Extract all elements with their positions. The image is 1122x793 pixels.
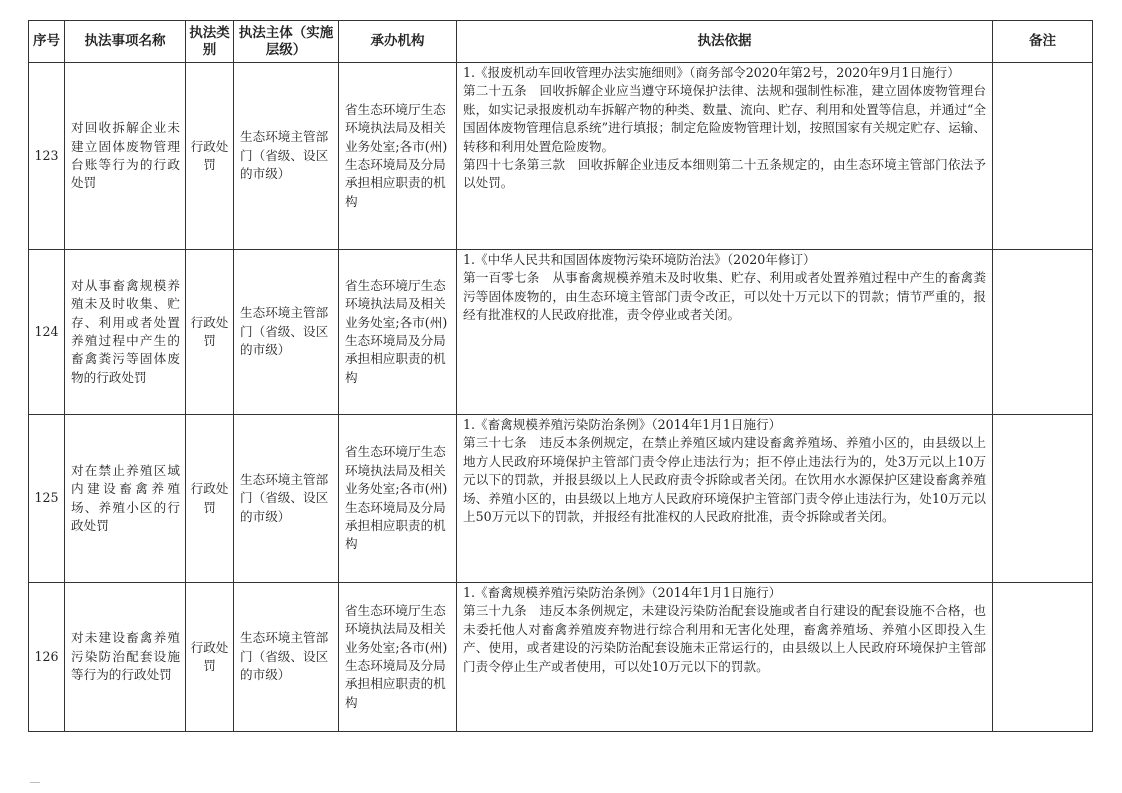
row-note [993, 63, 1093, 250]
basis-paragraph: 1.《畜禽规模养殖污染防治条例》（2014年1月1日施行） [463, 585, 782, 600]
table-row [29, 415, 1093, 583]
basis-paragraph: 第一百零七条 从事畜禽规模养殖未及时收集、贮存、利用或者处置养殖过程中产生的畜禽粪污等固体废物的，由生态环境主管部门责令改正，可以处十万元以下的罚款；情节严重的，报经有批准权的人民政府批准，责令停业或者关闭。 [463, 270, 986, 323]
row-note [993, 583, 1093, 732]
row-item-name: 对回收拆解企业未建立固体废物管理台账等行为的行政处罚 [65, 63, 186, 250]
basis-paragraph: 1.《畜禽规模养殖污染防治条例》（2014年1月1日施行） [463, 417, 782, 432]
enforcement-items-table [28, 20, 1093, 732]
row-category: 行政处罚 [186, 250, 234, 415]
basis-paragraph: 第三十七条 违反本条例规定，在禁止养殖区域内建设畜禽养殖场、养殖小区的，由县级以上地方人民政府环境保护主管部门责令停止违法行为；拒不停止违法行为的，处3万元以上10万元以下的罚款，并报县级以上人民政府责令拆除或者关闭。在饮用水水源保护区建设畜禽养殖场、养殖小区的，由县级以上地方人民政府环境保护主管部门责令停止违法行为，处10万元以上50万元以下的罚款，并报经有批准权的人民政府批准，责令拆除或者关闭。 [463, 435, 986, 525]
table-row [29, 250, 1093, 415]
table-row [29, 583, 1093, 732]
scan-mark [30, 782, 40, 783]
row-org: 省生态环境厅生态环境执法局及相关业务处室;各市(州)生态环境局及分局承担相应职责的机构 [339, 415, 457, 583]
row-category: 行政处罚 [186, 415, 234, 583]
row-seq: 123 [29, 63, 65, 250]
row-note [993, 415, 1093, 583]
row-seq: 126 [29, 583, 65, 732]
basis-paragraph: 1.《中华人民共和国固体废物污染环境防治法》（2020年修订） [463, 252, 816, 267]
row-subject: 生态环境主管部门（省级、设区的市级） [234, 583, 339, 732]
row-basis [457, 583, 993, 732]
row-org: 省生态环境厅生态环境执法局及相关业务处室;各市(州)生态环境局及分局承担相应职责的机构 [339, 63, 457, 250]
row-basis [457, 63, 993, 250]
basis-paragraph: 1.《报废机动车回收管理办法实施细则》（商务部令2020年第2号，2020年9月1日施行） [463, 65, 960, 80]
row-basis [457, 250, 993, 415]
enforcement-table-page [28, 20, 1092, 732]
header-category: 执法类别 [186, 21, 234, 63]
row-subject: 生态环境主管部门（省级、设区的市级） [234, 415, 339, 583]
header-subject: 执法主体（实施层级） [234, 21, 339, 63]
basis-paragraph: 第二十五条 回收拆解企业应当遵守环境保护法律、法规和强制性标准，建立固体废物管理台账，如实记录报废机动车拆解产物的种类、数量、流向、贮存、利用和处置等信息，并通过“全国固体废物管理信息系统”进行填报；制定危险废物管理计划，按照国家有关规定贮存、运输、转移和利用处置危险废物。 [463, 83, 986, 154]
row-category: 行政处罚 [186, 63, 234, 250]
table-row [29, 63, 1093, 250]
header-note: 备注 [993, 21, 1093, 63]
basis-paragraph: 第三十九条 违反本条例规定，未建设污染防治配套设施或者自行建设的配套设施不合格，也未委托他人对畜禽养殖废弃物进行综合利用和无害化处理，畜禽养殖场、养殖小区即投入生产、使用，或者建设的污染防治配套设施未正常运行的，由县级以上人民政府环境保护主管部门责令停止生产或者使用，可以处10万元以下的罚款。 [463, 603, 986, 674]
row-item-name: 对未建设畜禽养殖污染防治配套设施等行为的行政处罚 [65, 583, 186, 732]
row-org: 省生态环境厅生态环境执法局及相关业务处室;各市(州)生态环境局及分局承担相应职责的机构 [339, 250, 457, 415]
header-item-name: 执法事项名称 [65, 21, 186, 63]
basis-paragraph: 第四十七条第三款 回收拆解企业违反本细则第二十五条规定的，由生态环境主管部门依法予以处罚。 [463, 157, 986, 191]
row-org: 省生态环境厅生态环境执法局及相关业务处室;各市(州)生态环境局及分局承担相应职责的机构 [339, 583, 457, 732]
row-item-name: 对从事畜禽规模养殖未及时收集、贮存、利用或者处置养殖过程中产生的畜禽粪污等固体废物的行政处罚 [65, 250, 186, 415]
header-basis: 执法依据 [457, 21, 993, 63]
row-subject: 生态环境主管部门（省级、设区的市级） [234, 63, 339, 250]
header-org: 承办机构 [339, 21, 457, 63]
row-category: 行政处罚 [186, 583, 234, 732]
table-header-row [29, 21, 1093, 63]
header-seq: 序号 [29, 21, 65, 63]
row-item-name: 对在禁止养殖区域内建设畜禽养殖场、养殖小区的行政处罚 [65, 415, 186, 583]
row-seq: 125 [29, 415, 65, 583]
row-seq: 124 [29, 250, 65, 415]
row-subject: 生态环境主管部门（省级、设区的市级） [234, 250, 339, 415]
row-note [993, 250, 1093, 415]
row-basis [457, 415, 993, 583]
